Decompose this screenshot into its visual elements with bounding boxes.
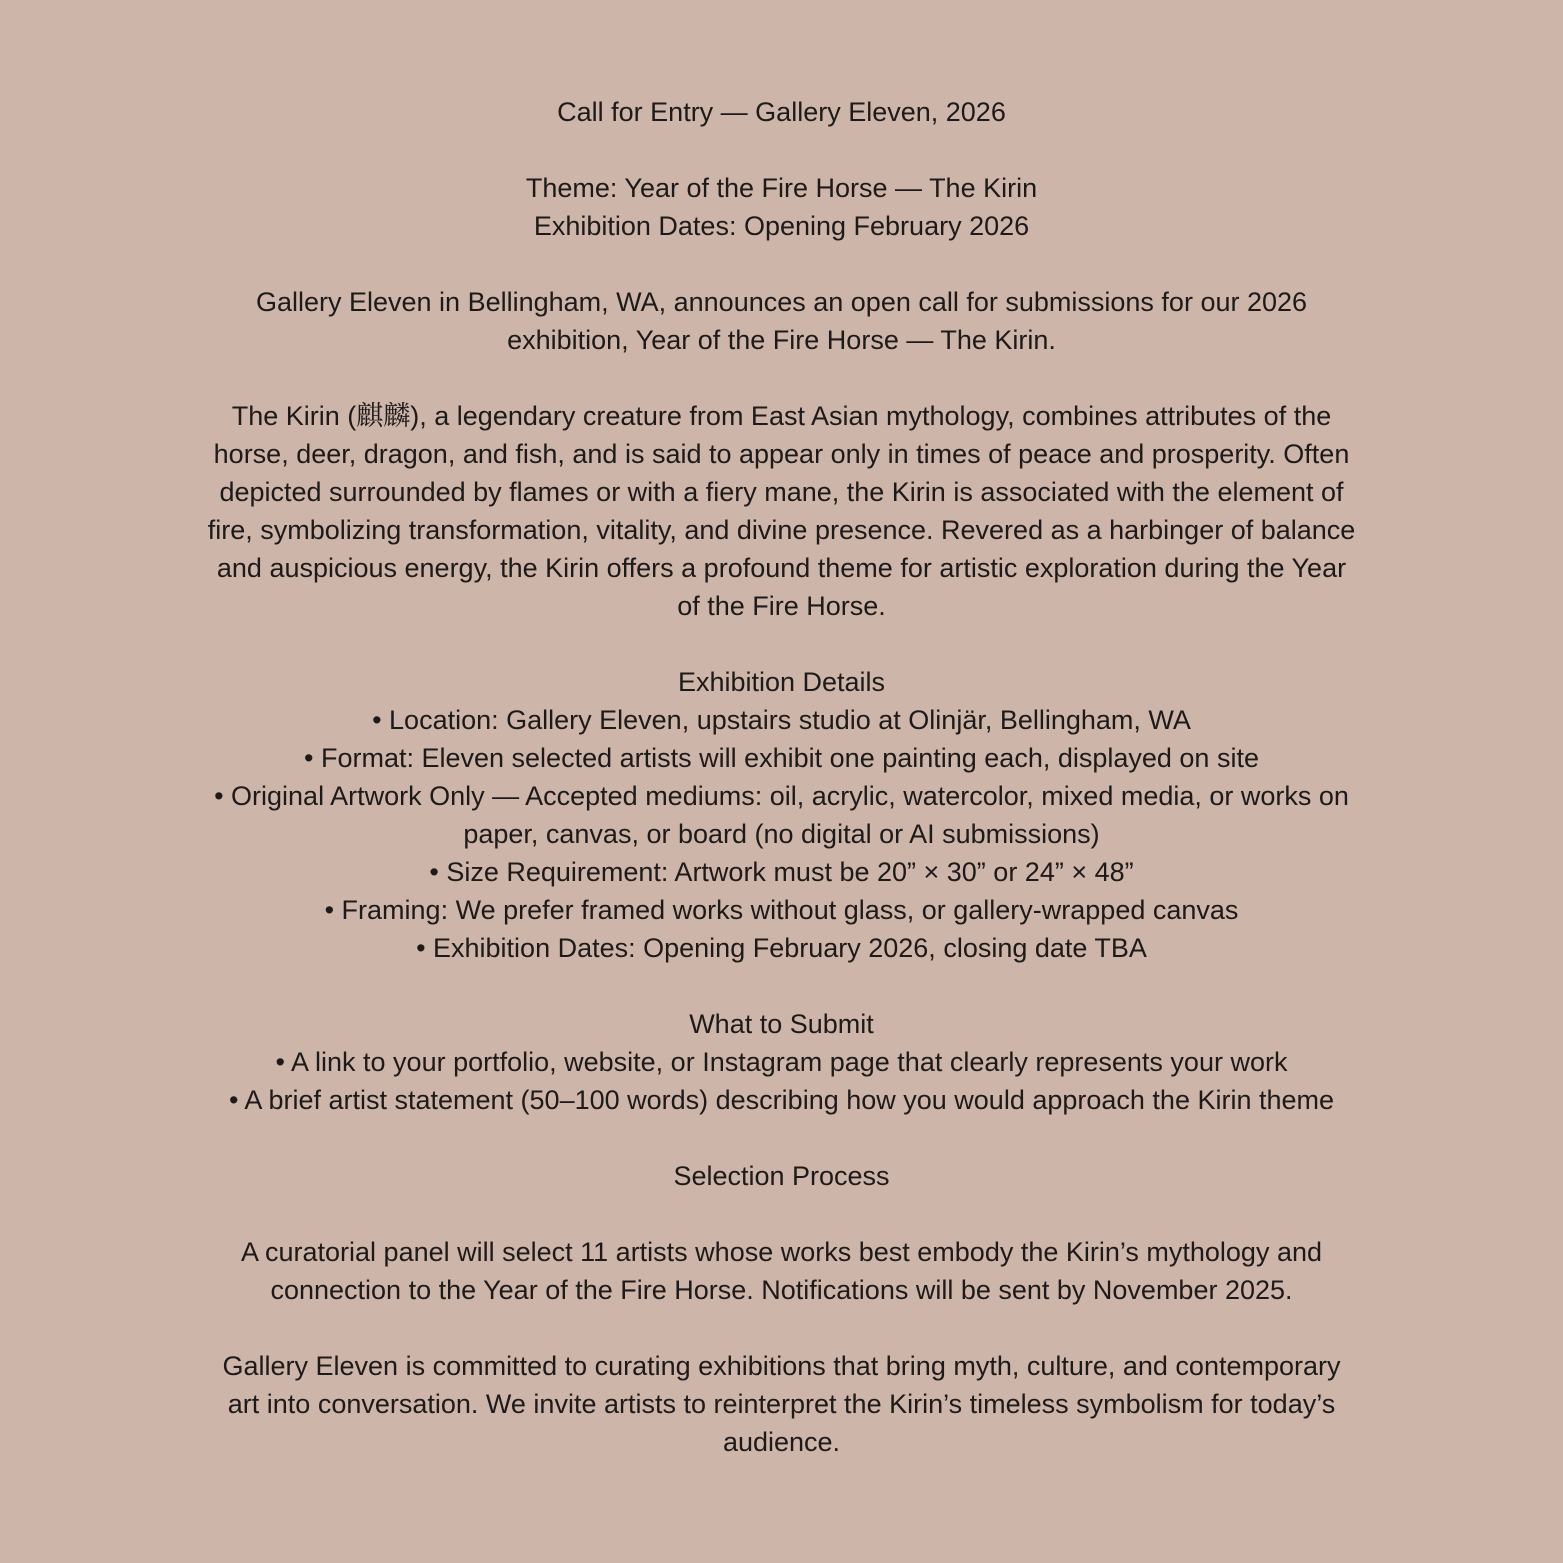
- selection-line: connection to the Year of the Fire Horse. Notifications will be sent by November 2025.: [270, 1275, 1293, 1305]
- details-item: • Framing: We prefer framed works without glass, or gallery-wrapped canvas: [324, 895, 1239, 925]
- exhibition-details-section: [0, 663, 1563, 967]
- closing-line: audience.: [722, 1427, 841, 1457]
- details-item: • Original Artwork Only — Accepted mediums: oil, acrylic, watercolor, mixed media, or works on: [214, 781, 1349, 811]
- kirin-paragraph: [0, 397, 1563, 625]
- submit-item: • A link to your portfolio, website, or Instagram page that clearly represents your work: [275, 1047, 1288, 1077]
- document-title: Call for Entry — Gallery Eleven, 2026: [557, 97, 1006, 127]
- kirin-line: and auspicious energy, the Kirin offers a profound theme for artistic exploration during the Year: [216, 553, 1347, 583]
- kirin-line: The Kirin (麒麟), a legendary creature from East Asian mythology, combines attributes of the: [231, 401, 1332, 431]
- spacer: [0, 625, 1563, 663]
- spacer: [0, 1309, 1563, 1347]
- intro-paragraph: [0, 283, 1563, 359]
- kirin-line: fire, symbolizing transformation, vitality, and divine presence. Revered as a harbinger of balance: [207, 515, 1356, 545]
- details-item: • Format: Eleven selected artists will exhibit one painting each, displayed on site: [304, 743, 1259, 773]
- spacer: [0, 1119, 1563, 1157]
- exhibition-dates-line: Exhibition Dates: Opening February 2026: [533, 211, 1030, 241]
- spacer: [0, 967, 1563, 1005]
- selection-process-section: [0, 1157, 1563, 1309]
- section-heading: What to Submit: [689, 1009, 874, 1039]
- spacer: [0, 1195, 1563, 1233]
- kirin-line: of the Fire Horse.: [677, 591, 886, 621]
- section-heading: Exhibition Details: [677, 667, 886, 697]
- call-for-entry-document: [0, 93, 1563, 1461]
- theme-line: Theme: Year of the Fire Horse — The Kirin: [525, 173, 1038, 203]
- kirin-line: depicted surrounded by flames or with a fiery mane, the Kirin is associated with the element of: [219, 477, 1344, 507]
- spacer: [0, 359, 1563, 397]
- details-item: • Size Requirement: Artwork must be 20” × 30” or 24” × 48”: [429, 857, 1134, 887]
- intro-line: Gallery Eleven in Bellingham, WA, announces an open call for submissions for our 2026: [255, 287, 1308, 317]
- submit-item: • A brief artist statement (50–100 words) describing how you would approach the Kirin theme: [228, 1085, 1335, 1115]
- intro-line: exhibition, Year of the Fire Horse — The Kirin.: [507, 325, 1056, 355]
- closing-line: art into conversation. We invite artists to reinterpret the Kirin’s timeless symbolism for today’s: [227, 1389, 1336, 1419]
- spacer: [0, 245, 1563, 283]
- section-heading: Selection Process: [673, 1161, 890, 1191]
- selection-line: A curatorial panel will select 11 artists whose works best embody the Kirin’s mythology and: [240, 1237, 1322, 1267]
- spacer: [0, 131, 1563, 169]
- details-item: paper, canvas, or board (no digital or AI submissions): [463, 819, 1100, 849]
- closing-line: Gallery Eleven is committed to curating exhibitions that bring myth, culture, and contemporary: [222, 1351, 1341, 1381]
- closing-paragraph: [0, 1347, 1563, 1461]
- what-to-submit-section: [0, 1005, 1563, 1119]
- details-item: • Exhibition Dates: Opening February 2026, closing date TBA: [416, 933, 1147, 963]
- details-item: • Location: Gallery Eleven, upstairs studio at Olinjär, Bellingham, WA: [372, 705, 1191, 735]
- kirin-line: horse, deer, dragon, and fish, and is said to appear only in times of peace and prosperity. Often: [213, 439, 1350, 469]
